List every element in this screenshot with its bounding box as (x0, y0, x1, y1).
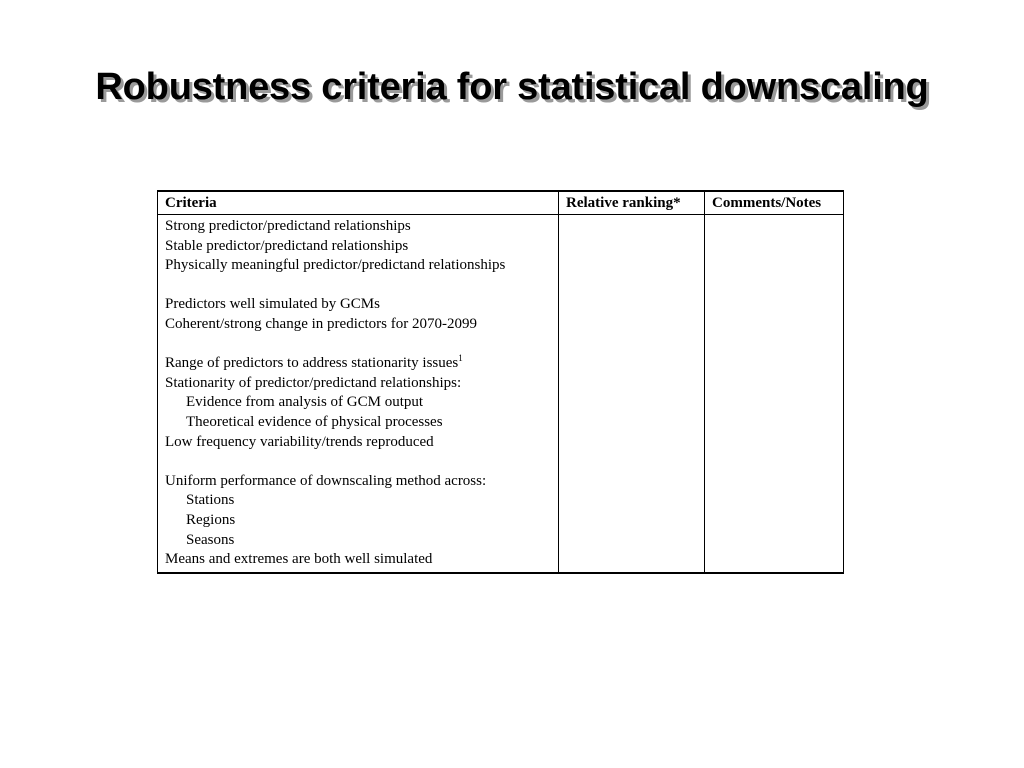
criteria-line: Low frequency variability/trends reproduced (165, 433, 434, 450)
criteria-subline: Regions (186, 511, 236, 528)
criteria-cell (158, 215, 559, 573)
criteria-subline: Seasons (186, 531, 235, 548)
footnote-marker: 1 (458, 353, 463, 364)
criteria-line: Predictors well simulated by GCMs (165, 296, 380, 313)
criteria-subline: Stations (186, 492, 235, 509)
slide-title: Robustness criteria for statistical downscaling (95, 66, 929, 108)
criteria-spacer (165, 276, 551, 296)
relative-ranking-cell (559, 215, 705, 573)
table-header-row (158, 191, 844, 215)
criteria-subline: Evidence from analysis of GCM output (186, 394, 424, 411)
header-relative-ranking: Relative ranking* (559, 191, 705, 215)
comments-notes-cell (705, 215, 844, 573)
criteria-line: Uniform performance of downscaling method across: (165, 472, 487, 489)
criteria-line: Physically meaningful predictor/predictand relationships (165, 257, 506, 274)
criteria-spacer (165, 335, 551, 355)
table-body-row (158, 215, 844, 573)
header-criteria: Criteria (158, 191, 559, 215)
header-comments-notes: Comments/Notes (705, 191, 844, 215)
criteria-line-text: Range of predictors to address stationarity issues (165, 355, 459, 372)
criteria-line-with-footnote (165, 354, 551, 374)
criteria-spacer (165, 452, 551, 472)
criteria-line: Strong predictor/predictand relationships (165, 218, 411, 234)
criteria-table (157, 190, 844, 574)
criteria-line: Coherent/strong change in predictors for 2070-2099 (165, 315, 478, 332)
criteria-line: Stable predictor/predictand relationships (165, 237, 409, 254)
criteria-subline: Theoretical evidence of physical processes (186, 413, 443, 430)
criteria-line: Stationarity of predictor/predictand relationships: (165, 374, 462, 391)
criteria-line: Means and extremes are both well simulated (165, 551, 433, 568)
